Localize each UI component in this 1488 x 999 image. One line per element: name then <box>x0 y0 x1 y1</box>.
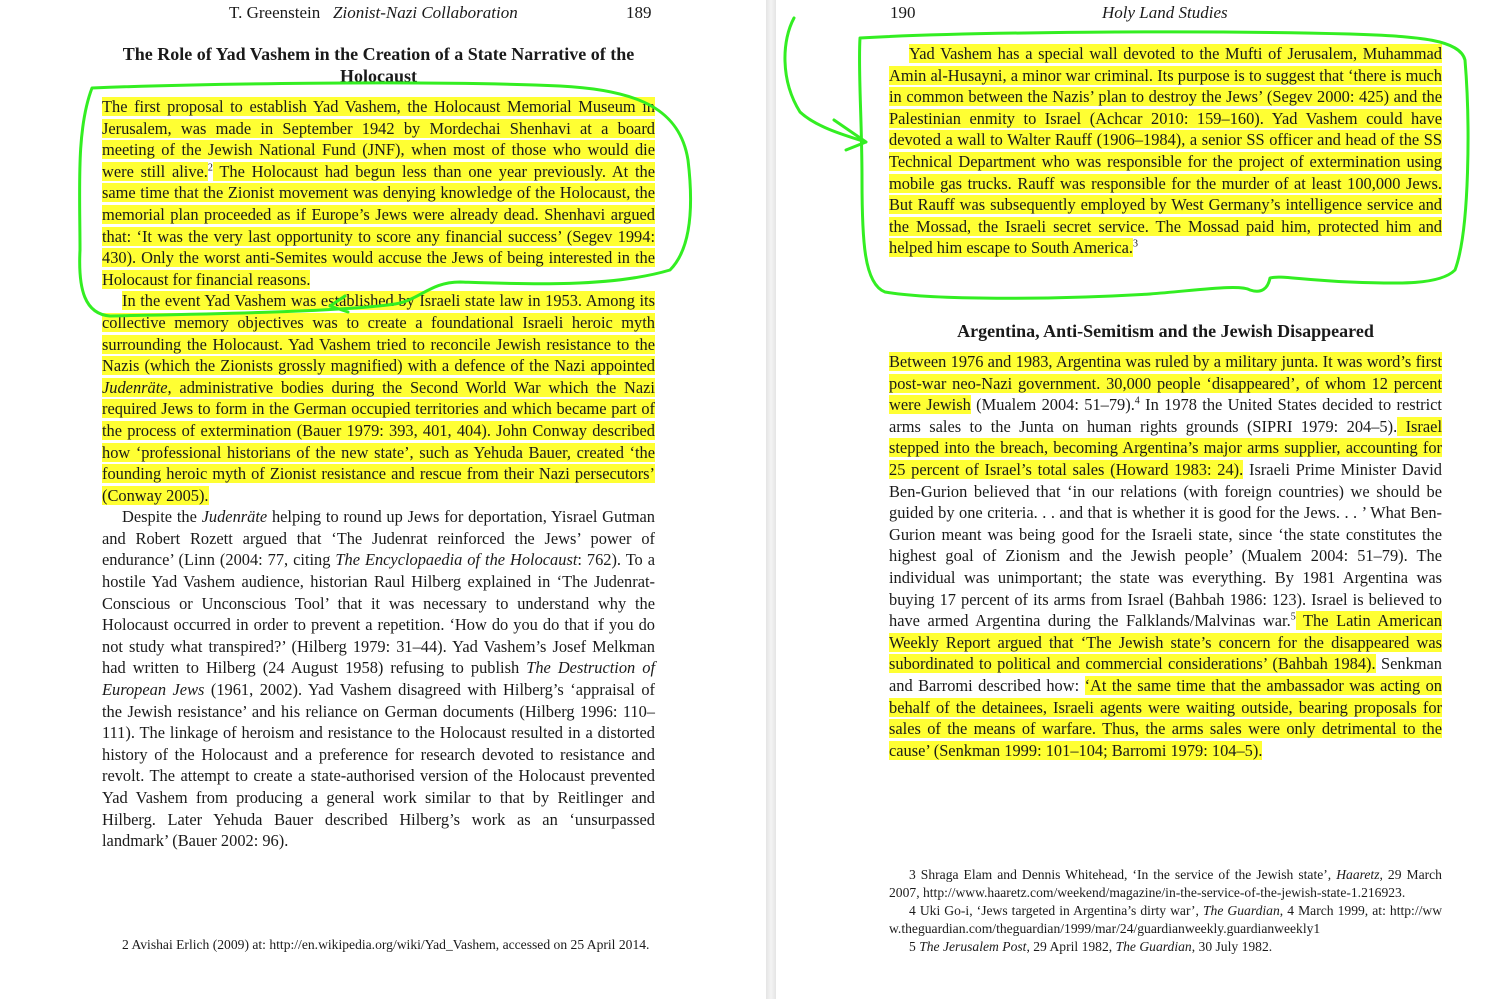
highlighted-text: ‘At the same time that the ambassador was acting on behalf of the detainees, Israeli agents were waiting outside, bearing proposals for sales of the means of warfare. Thus, the arms sales were only detrimental to the cause’ (Senkman 1999: 101–104; Barromi 1979: 104–5). <box>889 675 1442 760</box>
footnote-ref[interactable]: 4 <box>1134 395 1140 407</box>
highlighted-text: The Holocaust had begun less than one year previously. At the same time that the Zionist movement was denying knowledge of the Holocaust, the memorial plan proceeded as if Europe’s Jews were already dead. Shenhavi argued that: ‘It was the very last opportunity to score any financial success’ (Segev 1994: 430). Only the worst anti-Semites would accuse the Jews of being interested in the Holocaust for financial reasons. <box>102 161 655 289</box>
footnote-4: 4 Uki Go-i, ‘Jews targeted in Argentina’s dirty war’, The Guardian, 4 March 1999, at: http://www.theguardian.com/theguardian/1999/mar/24/guardianweekly.guardianweekly1 <box>889 903 1443 936</box>
body-text: Senkman and Barromi described how: <box>889 654 1442 695</box>
highlighted-text: , administrative bodies during the Second World War which the Nazi required Jews to form in the German occupied territories and which became part of the process of extermination (Bauer 1979: 393, 401, 404). John Conway described how ‘professional historians of the new state’, such as Yehuda Bauer, created ‘the founding heroic myth of Zionist resistance and rescue from their Nazi persecutors’ (Conway 2005). <box>102 377 655 505</box>
section-title-yad-vashem: The Role of Yad Vashem in the Creation of a State Narrative of the Holocaust <box>122 44 635 86</box>
page-number-right: 190 <box>890 3 916 22</box>
left-body-column <box>102 96 655 852</box>
body-text: helping to round up Jews for deportation, Yisrael Gutman and Robert Rozett argued that ‘The Judenrat reinforced the Jews’ power of endurance’ (Linn (2004: 77, citing <box>102 507 655 570</box>
right-footnotes <box>889 866 1442 956</box>
right-page <box>776 0 1488 999</box>
highlighted-text: Yad Vashem has a special wall devoted to the Mufti of Jerusalem, Muhammad Amin al-Husayni, a minor war criminal. Its purpose is to suggest that ‘there is much in common between the Nazis’ plan to destroy the Jews’ (Segev 2000: 425) and the Palestinian enmity to Israel (Achcar 2010: 159–160). Yad Vashem could have devoted a wall to Walter Rauff (1906–1984), a senior SS officer and head of the SS Technical Department who was responsible for the project of extermination using mobile gas trucks. Rauff was responsible for the murder of at least 100,000 Jews. But Rauff was subsequently employed by West Germany’s intelligence service and the Mossad, the Israeli secret service. The Mossad paid him, protected him and helped him escape to South America. <box>889 44 1442 258</box>
footnote-ref[interactable]: 2 <box>207 162 213 174</box>
italic-title: The Destruction of European Jews <box>102 658 656 700</box>
page-number-left: 189 <box>626 3 652 22</box>
highlighted-text: Between 1976 and 1983, Argentina was ruled by a military junta. It was word’s first post-war neo-Nazi government. 30,000 people ‘disappeared’, of whom 12 percent were Jewish <box>889 352 1442 415</box>
body-text: : 762). To a hostile Yad Vashem audience, historian Raul Hilberg explained in ‘The Judenrat-Conscious or Unconscious Tool’ that it was necessary to understand why the Holocaust occurred in order to prevent a repetition. ‘How do you do that if you do not study what transpired?’ (Hilberg 1979: 31–44). Yad Vashem’s Josef Melkman had written to Hilberg (24 August 1958) refusing to publish <box>102 550 655 678</box>
body-text: (1961, 2002). Yad Vashem disagreed with Hilberg’s ‘appraisal of the Jewish resistance’ and his reliance on German documents (Hilberg 1996: 110–111). The linkage of heroism and resistance to the Holocaust resulted in a distorted history of the Holocaust and a preference for research devoted to resistance and revolt. The attempt to create a state-authorised version of the Holocaust prevented Yad Vashem from producing a general work similar to that by Reitlinger and Hilberg. Later Yehuda Bauer described Hilberg’s work as an ‘unsurpassed landmark’ (Bauer 2002: 96). <box>102 680 656 851</box>
highlighted-text: The first proposal to establish Yad Vashem, the Holocaust Memorial Museum in Jerusalem, was made in September 1942 by Mordechai Shenhavi at a board meeting of the Jewish National Fund (JNF), when most of those who would die were still alive. <box>102 97 655 181</box>
footnote-3: 3 Shraga Elam and Dennis Whitehead, ‘In the service of the Jewish state’, Haaretz, 29 March 2007, http://www.haaretz.com/weekend/magazine/in-the-service-of-the-jewish-state-1.216923. <box>889 867 1442 900</box>
footnote-ref[interactable]: 3 <box>1132 238 1138 250</box>
footnote-text: 2 Avishai Erlich (2009) at: http://en.wikipedia.org/wiki/Yad_Vashem, accessed on 25 April 2014. <box>122 937 650 952</box>
body-text: In 1978 the United States decided to restrict arms sales to the Junta on human rights grounds (SIPRI 1979: 204–5). <box>889 395 1442 436</box>
running-head-journal: Holy Land Studies <box>1102 3 1228 22</box>
highlighted-text: The Latin American Weekly Report argued that ‘The Jewish state’s concern for the disappeared was subordinated to political and commercial considerations’ (Bahbah 1984). <box>889 611 1442 674</box>
running-head-author: T. Greenstein <box>229 3 321 22</box>
body-text: (Mualem 2004: 51–79). <box>970 395 1135 415</box>
paragraph <box>102 290 655 506</box>
footnote-5: 5 The Jerusalem Post, 29 April 1982, The Guardian, 30 July 1982. <box>909 939 1273 954</box>
section-title-argentina: Argentina, Anti-Semitism and the Jewish Disappeared <box>957 321 1374 341</box>
running-head-left <box>229 3 518 23</box>
right-body-column <box>889 351 1442 761</box>
italic-term: Judenräte <box>201 507 268 527</box>
right-body-top <box>889 43 1442 259</box>
footnote-ref[interactable]: 5 <box>1290 611 1296 623</box>
paragraph <box>102 96 655 290</box>
highlighted-text: In the event Yad Vashem was established by Israeli state law in 1953. Among its collective memory objectives was to create a foundational Israeli heroic myth surrounding the Holocaust. Yad Vashem tried to reconcile Jewish resistance to the Nazis (which the Zionists grossly magnified) with a defence of the Nazi appointed <box>102 291 655 376</box>
highlighted-text: Israel stepped into the breach, becoming Argentina’s major arms supplier, accounting for 25 percent of Israel’s total sales (Howard 1983: 24). <box>889 416 1442 479</box>
page-gutter <box>766 0 776 999</box>
paragraph <box>889 43 1442 259</box>
footnote-2 <box>102 936 655 954</box>
paragraph <box>102 506 655 852</box>
running-head-title: Zionist-Nazi Collaboration <box>333 3 518 22</box>
italic-title: The Encyclopaedia of the Holocaust <box>335 550 578 570</box>
paragraph <box>889 351 1442 761</box>
italic-term: Judenräte <box>102 377 168 397</box>
body-text: Despite the <box>122 507 202 527</box>
body-text: Israeli Prime Minister David Ben-Gurion believed that ‘in our relations (with foreign countries) we should be guided by one criteria. . . and that is whether it is good for the Jews. . . ’ What Ben-Gurion meant was being good for the Israeli state, since ‘the state constitutes the highest goal of Zionism and the Jewish people’ (Mualem 2004: 51–79). The individual was unimportant; the state was everything. By 1981 Argentina was buying 17 percent of its arms from Israel (Bahbah 1986: 123). Israel is believed to have armed Argentina during the Falklands/Malvinas war. <box>889 459 1442 631</box>
